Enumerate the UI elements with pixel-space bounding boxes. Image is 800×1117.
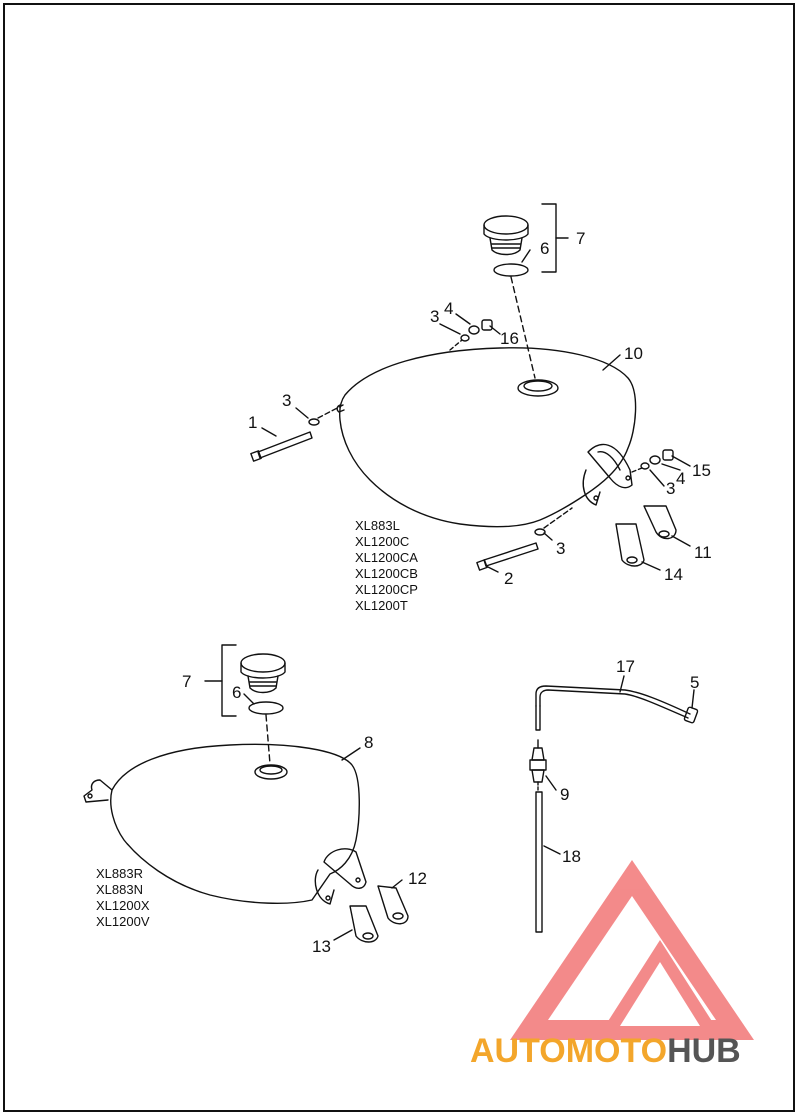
callout-6: 6 bbox=[540, 239, 550, 258]
upper-fuel-tank bbox=[337, 348, 635, 527]
lower-model-list bbox=[96, 866, 150, 930]
callout-1: 1 bbox=[248, 413, 258, 432]
callout-7: 7 bbox=[576, 229, 586, 248]
model-code: XL883L bbox=[355, 518, 400, 533]
callout-7: 7 bbox=[182, 672, 192, 691]
model-code: XL1200CP bbox=[355, 582, 418, 597]
model-code: XL1200T bbox=[355, 598, 408, 613]
callout-16: 16 bbox=[500, 329, 519, 348]
callout-13: 13 bbox=[312, 937, 331, 956]
callout-4: 4 bbox=[676, 469, 686, 488]
callout-3: 3 bbox=[430, 307, 440, 326]
callout-5: 5 bbox=[690, 673, 700, 692]
callout-9: 9 bbox=[560, 785, 570, 804]
model-code: XL883N bbox=[96, 882, 143, 897]
watermark-text-hub: HUB bbox=[667, 1032, 741, 1070]
callout-4: 4 bbox=[444, 299, 454, 318]
upper-gas-cap bbox=[484, 216, 528, 276]
lower-gas-cap bbox=[241, 654, 285, 714]
callout-14: 14 bbox=[664, 565, 683, 584]
watermark-text bbox=[470, 1032, 741, 1071]
callout-3: 3 bbox=[282, 391, 292, 410]
upper-model-list bbox=[355, 518, 418, 614]
front-bolt bbox=[251, 419, 319, 461]
callout-3: 3 bbox=[666, 479, 676, 498]
model-code: XL883R bbox=[96, 866, 143, 881]
model-code: XL1200CB bbox=[355, 566, 418, 581]
callout-12: 12 bbox=[408, 869, 427, 888]
watermark-text-main: AUTOMOTO bbox=[470, 1032, 668, 1070]
callout-17: 17 bbox=[616, 657, 635, 676]
callout-10: 10 bbox=[624, 344, 643, 363]
callout-15: 15 bbox=[692, 461, 711, 480]
callout-6: 6 bbox=[232, 683, 242, 702]
callout-11: 11 bbox=[694, 543, 712, 562]
lower-bolt bbox=[477, 529, 545, 570]
model-code: XL1200CA bbox=[355, 550, 418, 565]
model-code: XL1200C bbox=[355, 534, 410, 549]
callout-8: 8 bbox=[364, 733, 374, 752]
model-code: XL1200V bbox=[96, 914, 150, 929]
callout-18: 18 bbox=[562, 847, 581, 866]
callout-2: 2 bbox=[504, 569, 514, 588]
watermark-logo bbox=[510, 860, 754, 1040]
model-code: XL1200X bbox=[96, 898, 150, 913]
callout-3: 3 bbox=[556, 539, 566, 558]
